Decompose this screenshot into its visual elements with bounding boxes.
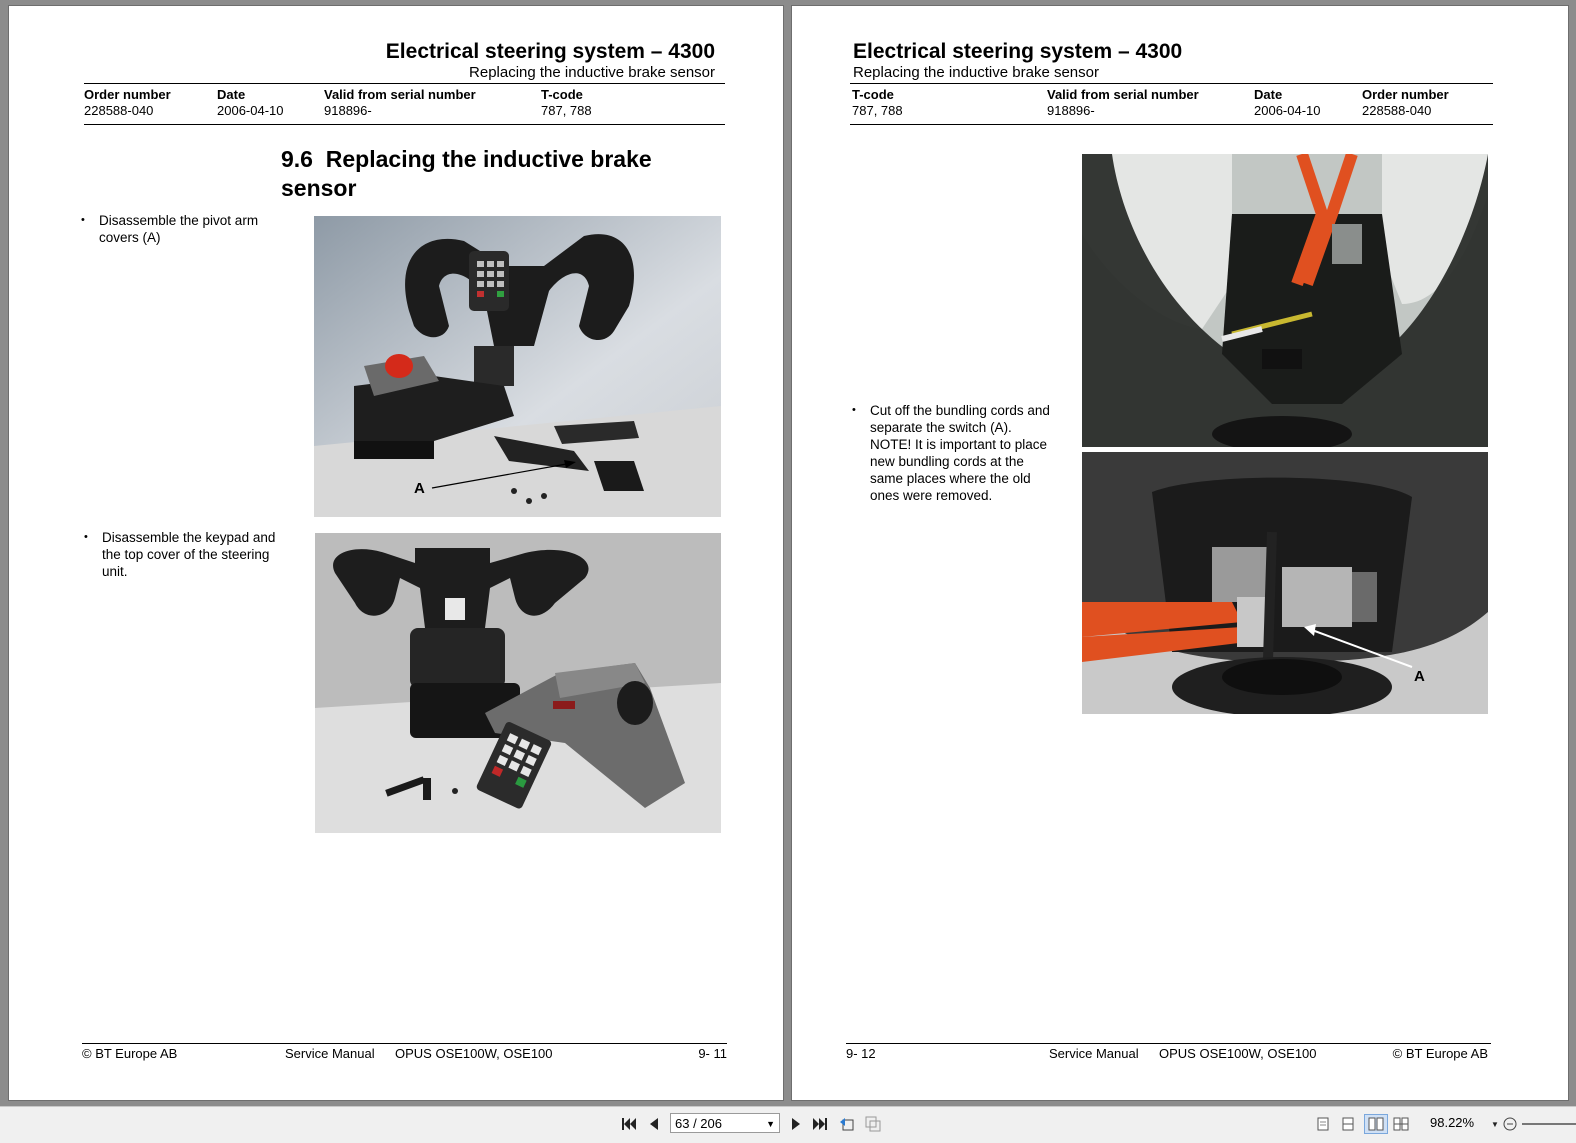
single-page-view-button[interactable] — [1314, 1115, 1332, 1133]
first-page-button[interactable] — [620, 1115, 638, 1133]
footer-copyright: © BT Europe AB — [1392, 1046, 1488, 1061]
right-page — [792, 6, 1568, 1100]
zoom-level[interactable]: 98.22% — [1430, 1115, 1475, 1130]
header-label-serial: Valid from serial number — [324, 87, 476, 102]
header-value-serial: 918896- — [1047, 103, 1095, 118]
page-subtitle: Replacing the inductive brake sensor — [469, 64, 715, 81]
next-page-button[interactable] — [787, 1115, 805, 1133]
last-page-icon — [813, 1118, 827, 1130]
footer-manual: Service Manual — [1049, 1046, 1139, 1061]
header-rule-bottom — [84, 124, 725, 125]
bullet-1: • — [852, 404, 856, 416]
step-2-text: Disassemble the keypad and the top cover of the steering unit. — [102, 530, 276, 579]
header-value-tcode: 787, 788 — [852, 103, 903, 118]
step-1-text: Disassemble the pivot arm covers (A) — [99, 213, 259, 245]
left-page — [9, 6, 783, 1100]
photo-4-callout-a: A — [1414, 668, 1425, 685]
photo-steering-unit-covers — [314, 216, 721, 517]
header-label-tcode: T-code — [852, 87, 894, 102]
last-page-button[interactable] — [811, 1115, 829, 1133]
zoom-out-icon — [1503, 1117, 1517, 1131]
page-title: Electrical steering system – 4300 — [385, 40, 715, 63]
continuous-view-button[interactable] — [1339, 1115, 1357, 1133]
header-value-order-number: 228588-040 — [1362, 103, 1432, 118]
page-title: Electrical steering system – 4300 — [853, 40, 1183, 63]
header-rule-top — [84, 83, 725, 84]
header-value-date: 2006-04-10 — [217, 103, 284, 118]
photo-separate-switch — [1082, 452, 1488, 714]
page-indicator: 63 / 206 — [675, 1116, 722, 1131]
header-value-serial: 918896- — [324, 103, 372, 118]
zoom-dropdown-button[interactable]: ▼ — [1491, 1119, 1499, 1129]
header-rule-bottom — [850, 124, 1493, 125]
footer-manual: Service Manual — [285, 1046, 375, 1061]
header-rule-top — [850, 83, 1493, 84]
section-title: Replacing the inductive brake sensor — [281, 146, 652, 201]
footer-model: OPUS OSE100W, OSE100 — [395, 1046, 553, 1061]
continuous-page-icon — [1342, 1117, 1354, 1131]
back-view-icon — [839, 1116, 855, 1132]
photo-keypad-top-cover — [315, 533, 721, 833]
header-label-date: Date — [217, 87, 246, 102]
previous-page-icon — [650, 1118, 658, 1130]
header-value-order-number: 228588-040 — [84, 103, 154, 118]
continuous-facing-view-button[interactable] — [1392, 1115, 1410, 1133]
go-back-button[interactable] — [838, 1115, 856, 1133]
photo-cut-bundling-cords — [1082, 154, 1488, 447]
photo-3-graphic — [1082, 154, 1488, 447]
header-label-order-number: Order number — [84, 87, 171, 102]
footer-model: OPUS OSE100W, OSE100 — [1159, 1046, 1317, 1061]
zoom-out-button[interactable] — [1501, 1115, 1519, 1133]
header-label-tcode: T-code — [541, 87, 583, 102]
photo-2-graphic — [315, 533, 721, 833]
previous-page-button[interactable] — [645, 1115, 663, 1133]
header-label-order-number: Order number — [1362, 87, 1449, 102]
bullet-1: • — [81, 214, 85, 226]
photo-1-graphic — [314, 216, 721, 517]
section-number: 9.6 — [281, 146, 313, 172]
footer-rule — [846, 1043, 1491, 1044]
bullet-2: • — [84, 531, 88, 543]
header-value-tcode: 787, 788 — [541, 103, 592, 118]
footer-rule — [82, 1043, 727, 1044]
continuous-facing-icon — [1393, 1117, 1409, 1131]
viewer-toolbar — [0, 1106, 1576, 1143]
facing-view-button[interactable] — [1364, 1114, 1388, 1134]
page-subtitle: Replacing the inductive brake sensor — [853, 64, 1099, 81]
footer-page-number: 9- 11 — [698, 1046, 727, 1061]
header-label-date: Date — [1254, 87, 1283, 102]
footer-page-number: 9- 12 — [846, 1046, 876, 1061]
next-page-icon — [792, 1118, 800, 1130]
single-page-icon — [1317, 1117, 1329, 1131]
header-value-date: 2006-04-10 — [1254, 103, 1321, 118]
photo-1-callout-a: A — [414, 480, 425, 497]
section-heading — [281, 145, 701, 203]
go-forward-button[interactable] — [864, 1115, 882, 1133]
header-label-serial: Valid from serial number — [1047, 87, 1199, 102]
forward-view-icon — [865, 1116, 881, 1132]
footer-copyright: © BT Europe AB — [82, 1046, 178, 1061]
chevron-down-icon: ▼ — [766, 1119, 775, 1129]
page-number-dropdown[interactable] — [670, 1113, 780, 1133]
zoom-slider[interactable] — [1522, 1123, 1576, 1125]
step-1-text: Cut off the bundling cords and separate the switch (A). NOTE! It is important to place new bundling cords at the same places where the old ones were removed. — [870, 403, 1050, 503]
first-page-icon — [622, 1118, 636, 1130]
photo-4-graphic — [1082, 452, 1488, 714]
facing-pages-icon — [1368, 1117, 1384, 1131]
